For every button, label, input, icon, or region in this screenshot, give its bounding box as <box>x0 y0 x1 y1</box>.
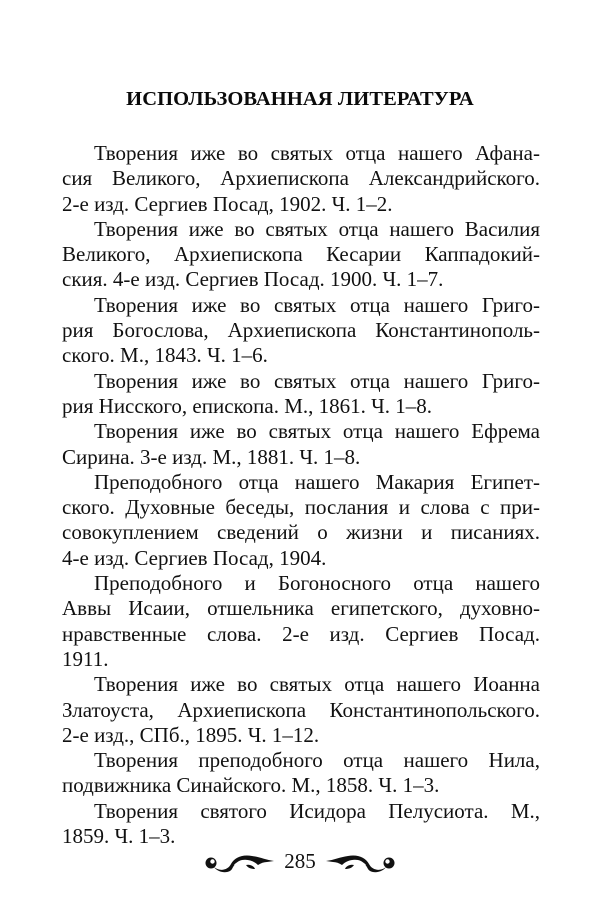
reference-line: ского. Духовные беседы, послания и слова с при- <box>62 495 540 520</box>
page-footer <box>0 848 600 874</box>
reference-entry <box>62 672 540 748</box>
reference-entry <box>62 217 540 293</box>
reference-line: 4-е изд. Сергиев Посад, 1904. <box>62 545 327 570</box>
reference-line: Творения иже во святых отца нашего Афана- <box>94 141 540 165</box>
reference-entry <box>62 799 540 850</box>
reference-line: 1911. <box>62 646 109 671</box>
reference-line: нравственные слова. 2-е изд. Сергиев Посад. <box>62 621 540 646</box>
reference-line: Великого, Архиепископа Кесарии Каппадокий- <box>62 242 540 267</box>
reference-entry <box>62 419 540 470</box>
reference-line: Творения иже во святых отца нашего Григо- <box>94 292 540 317</box>
reference-line: Аввы Исаии, отшельника египетского, духовно- <box>62 596 540 621</box>
reference-line: ского. М., 1843. Ч. 1–6. <box>62 343 268 368</box>
scroll-ornament-right-icon <box>324 848 396 874</box>
page-number: 285 <box>284 849 316 873</box>
reference-line: Преподобного и Богоносного отца нашего <box>94 571 540 596</box>
reference-line: совокуплением сведений о жизни и писаниях. <box>62 520 540 545</box>
reference-line: Творения преподобного отца нашего Нила, <box>94 748 540 773</box>
reference-line: Преподобного отца нашего Макария Египет- <box>94 469 540 494</box>
reference-line: подвижника Синайского. М., 1858. Ч. 1–3. <box>62 773 440 798</box>
reference-line: Творения иже во святых отца нашего Иоанна <box>94 672 540 697</box>
reference-line: Творения иже во святых отца нашего Ефрема <box>94 419 540 444</box>
reference-line: Сирина. 3-е изд. М., 1881. Ч. 1–8. <box>62 444 361 469</box>
reference-entry <box>62 748 540 799</box>
reference-line: рия Богослова, Архиепископа Константинополь- <box>62 318 540 343</box>
reference-entry <box>62 141 540 217</box>
reference-line: рия Нисского, епископа. М., 1861. Ч. 1–8. <box>62 393 433 418</box>
reference-entry <box>62 571 540 672</box>
reference-entry <box>62 369 540 420</box>
reference-entry <box>62 470 540 571</box>
scroll-ornament-left-icon <box>204 848 276 874</box>
reference-list <box>62 141 540 849</box>
reference-line: ския. 4-е изд. Сергиев Посад. 1900. Ч. 1–7. <box>62 267 444 292</box>
reference-line: 2-е изд., СПб., 1895. Ч. 1–12. <box>62 722 320 747</box>
reference-entry <box>62 293 540 369</box>
reference-line: 1859. Ч. 1–3. <box>62 824 176 849</box>
reference-line: Творения иже во святых отца нашего Григо- <box>94 368 540 393</box>
reference-line: сия Великого, Архиепископа Александрийского. <box>62 166 540 191</box>
reference-line: 2-е изд. Сергиев Посад, 1902. Ч. 1–2. <box>62 191 393 216</box>
reference-line: Златоуста, Архиепископа Константинопольского. <box>62 697 540 722</box>
page-title: ИСПОЛЬЗОВАННАЯ ЛИТЕРАТУРА <box>126 88 474 110</box>
reference-line: Творения иже во святых отца нашего Василия <box>94 216 540 241</box>
reference-line: Творения святого Исидора Пелусиота. М., <box>94 798 540 823</box>
